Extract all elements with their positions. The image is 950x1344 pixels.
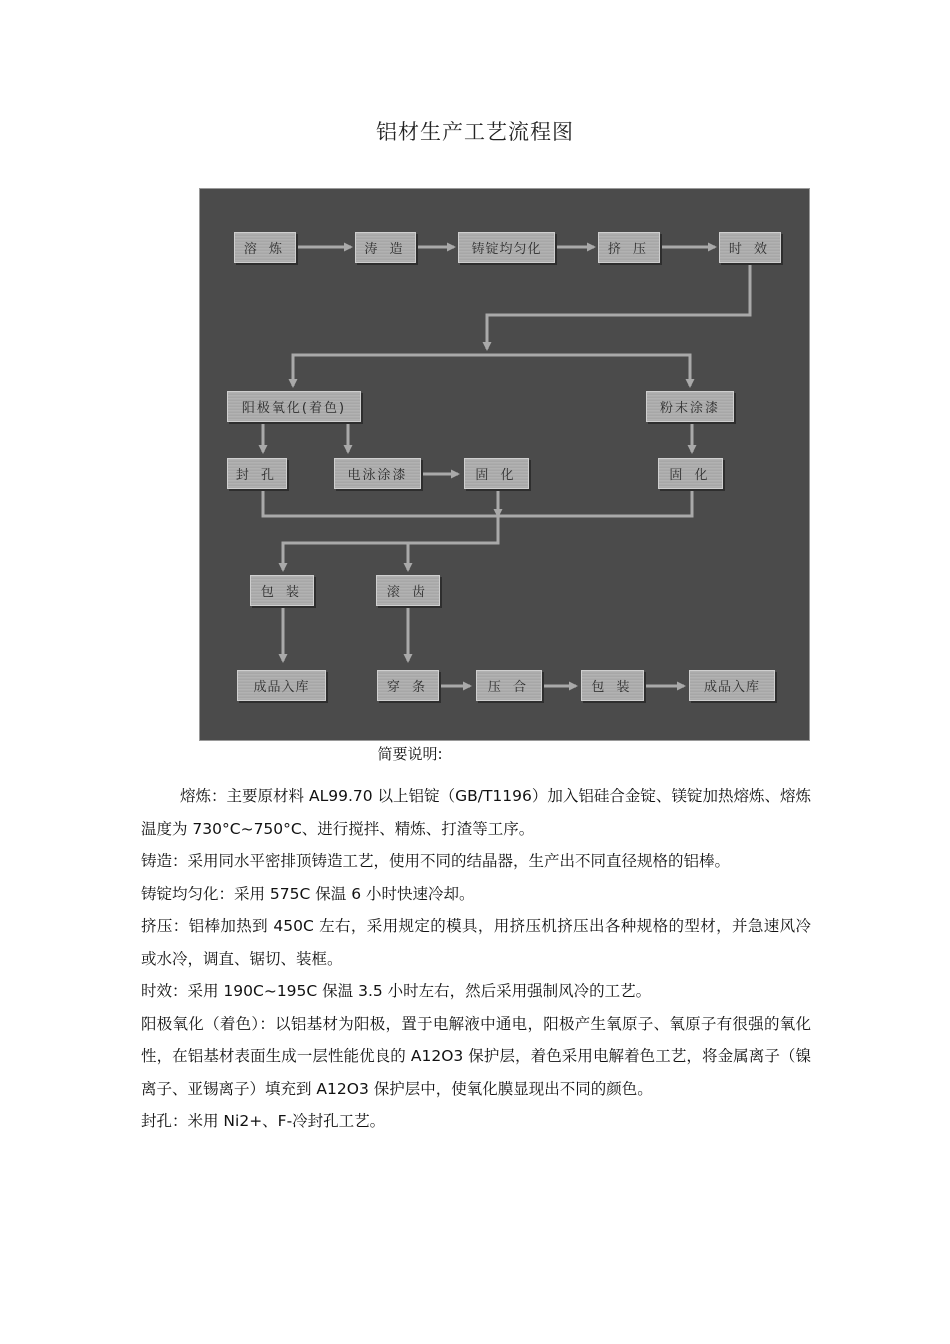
paragraph-casting: 铸造：采用同水平密排顶铸造工艺，使用不同的结晶器，生产出不同直径规格的铝棒。 [141,852,731,870]
node-pack1: 包 装 [250,575,314,606]
node-powder: 粉末涂漆 [646,391,734,422]
node-press: 压 合 [476,670,542,701]
node-store1: 成品入库 [237,670,326,701]
node-extrude: 挤 压 [598,232,660,263]
process-flowchart [199,188,810,741]
node-casting: 涛 造 [355,232,416,263]
node-seal: 封 孔 [227,458,287,489]
page-title: 铝材生产工艺流程图 [376,120,574,144]
node-anodize: 阳极氧化(着色) [227,391,361,422]
node-pack2: 包 装 [581,670,644,701]
figure-caption: 简要说明: [377,745,443,763]
paragraph-anodize: 阳极氧化（着色）：以铝基材为阳极，置于电解液中通电，阳极产生氧原子、氧原子有很强的氧化性，在铝基材表面生成一层性能优良的 A12O3 保护层，着色采用电解着色工艺，将金属离子（镍离子、亚锡离子）填充到 A12O3 保护层中，使氧化膜显现出不同的颜色。 [141,1014,811,1098]
paragraph-melting: 熔炼：主要原材料 AL99.70 以上铝锭（GB/T1196）加入铝硅合金锭、镁锭加热熔炼、熔炼温度为 730°C~750°C、进行搅拌、精炼、打渣等工序。 [141,787,811,838]
node-homogenize: 铸锭均匀化 [458,232,555,263]
node-electro: 电泳涂漆 [334,458,421,489]
paragraph-aging: 时效：采用 190C~195C 保温 3.5 小时左右，然后采用强制风冷的工艺。 [141,982,652,1000]
node-thread: 穿 条 [377,670,439,701]
paragraph-extrude: 挤压：铝棒加热到 450C 左右，采用规定的模具，用挤压机挤压出各种规格的型材，并急速风冷或水冷，调直、锯切、装框。 [141,917,811,968]
description-text [141,780,811,1138]
node-cure2: 固 化 [658,458,723,489]
paragraph-homogenize: 铸锭均匀化：采用 575C 保温 6 小时快速冷却。 [141,884,475,903]
node-melting: 溶 炼 [234,232,296,263]
paragraph-seal: 封孔：米用 Ni2+、F-冷封孔工艺。 [141,1112,386,1130]
node-aging: 时 效 [719,232,781,263]
node-knurl: 滚 齿 [376,575,440,606]
node-cure1: 固 化 [464,458,529,489]
node-store2: 成品入库 [689,670,775,701]
